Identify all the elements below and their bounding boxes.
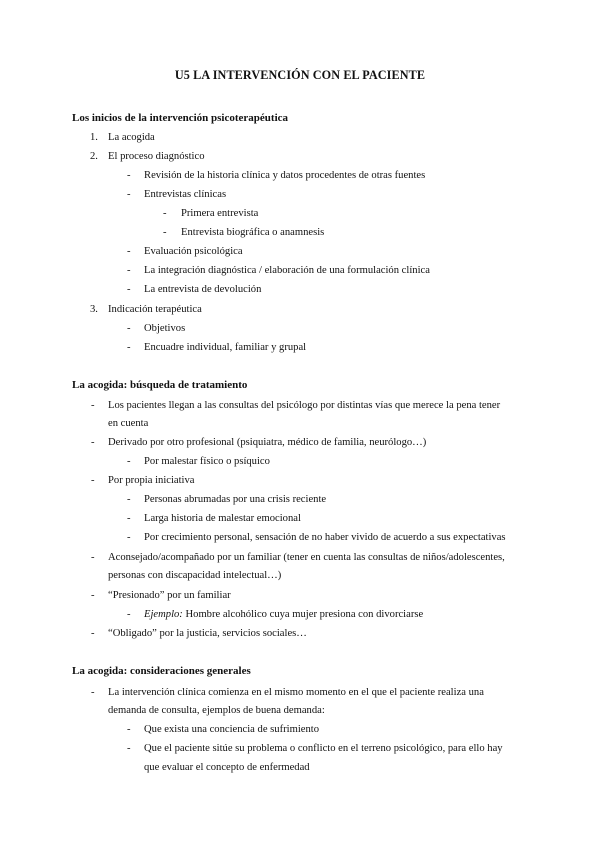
list-subsubitem: Primera entrevista xyxy=(181,208,259,219)
dash-bullet: - xyxy=(127,532,131,543)
dash-bullet: - xyxy=(163,208,167,219)
list-subsubitem: Entrevista biográfica o anamnesis xyxy=(181,227,325,238)
list-item: La acogida xyxy=(108,132,155,143)
section-heading-busqueda: La acogida: búsqueda de tratamiento xyxy=(72,379,248,391)
list-subitem: Personas abrumadas por una crisis reciente xyxy=(144,494,327,505)
list-item: “Obligado” por la justicia, servicios sociales… xyxy=(108,628,307,639)
list-subitem: La integración diagnóstica / elaboración de una formulación clínica xyxy=(144,265,430,276)
list-number: 3. xyxy=(90,304,98,315)
dash-bullet: - xyxy=(91,590,95,601)
dash-bullet: - xyxy=(127,342,131,353)
dash-bullet: - xyxy=(127,246,131,257)
list-subitem: Que el paciente sitúe su problema o conflicto en el terreno psicológico, para ello hay xyxy=(144,743,503,754)
list-item-continuation: demanda de consulta, ejemplos de buena demanda: xyxy=(108,705,325,716)
list-item-continuation: en cuenta xyxy=(108,418,149,429)
list-subitem: Encuadre individual, familiar y grupal xyxy=(144,342,307,353)
section-heading-inicios: Los inicios de la intervención psicoterapéutica xyxy=(72,112,289,124)
list-item: Derivado por otro profesional (psiquiatra, médico de familia, neurólogo…) xyxy=(108,437,427,448)
example-label: Ejemplo: xyxy=(144,609,183,620)
list-subitem: La entrevista de devolución xyxy=(144,284,262,295)
list-subitem: Que exista una conciencia de sufrimiento xyxy=(144,724,320,735)
list-item: “Presionado” por un familiar xyxy=(108,590,231,601)
dash-bullet: - xyxy=(91,400,95,411)
list-subitem: Objetivos xyxy=(144,323,186,334)
list-subitem: Revisión de la historia clínica y datos procedentes de otras fuentes xyxy=(144,170,426,181)
dash-bullet: - xyxy=(127,189,131,200)
list-item: La intervención clínica comienza en el mismo momento en el que el paciente realiza una xyxy=(108,687,484,698)
page-title: U5 LA INTERVENCIÓN CON EL PACIENTE xyxy=(174,68,426,82)
dash-bullet: - xyxy=(127,284,131,295)
dash-bullet: - xyxy=(91,437,95,448)
list-item: El proceso diagnóstico xyxy=(108,151,205,162)
dash-bullet: - xyxy=(91,552,95,563)
list-subitem: Por malestar físico o psíquico xyxy=(144,456,270,467)
dash-bullet: - xyxy=(127,456,131,467)
list-number: 2. xyxy=(90,151,98,162)
list-subitem xyxy=(144,606,423,624)
dash-bullet: - xyxy=(127,265,131,276)
list-subitem: Por crecimiento personal, sensación de no haber vivido de acuerdo a sus expectativas xyxy=(144,532,506,543)
list-item: Por propia iniciativa xyxy=(108,475,195,486)
dash-bullet: - xyxy=(91,687,95,698)
dash-bullet: - xyxy=(127,323,131,334)
example-text: Hombre alcohólico cuya mujer presiona con divorciarse xyxy=(182,609,424,620)
dash-bullet: - xyxy=(127,494,131,505)
dash-bullet: - xyxy=(127,170,131,181)
dash-bullet: - xyxy=(127,609,131,620)
dash-bullet: - xyxy=(127,513,131,524)
dash-bullet: - xyxy=(163,227,167,238)
list-subitem: Entrevistas clínicas xyxy=(144,189,227,200)
list-item: Indicación terapéutica xyxy=(108,304,202,315)
dash-bullet: - xyxy=(127,724,131,735)
list-item: Aconsejado/acompañado por un familiar (tener en cuenta las consultas de niños/adolescentes, xyxy=(108,552,505,563)
list-subitem-continuation: que evaluar el concepto de enfermedad xyxy=(144,762,310,773)
section-heading-consideraciones: La acogida: consideraciones generales xyxy=(72,665,251,677)
dash-bullet: - xyxy=(91,628,95,639)
list-number: 1. xyxy=(90,132,98,143)
list-subitem: Larga historia de malestar emocional xyxy=(144,513,301,524)
list-item-continuation: personas con discapacidad intelectual…) xyxy=(108,570,282,581)
list-item: Los pacientes llegan a las consultas del psicólogo por distintas vías que merece la pena tener xyxy=(108,400,501,411)
dash-bullet: - xyxy=(127,743,131,754)
dash-bullet: - xyxy=(91,475,95,486)
list-subitem: Evaluación psicológica xyxy=(144,246,243,257)
